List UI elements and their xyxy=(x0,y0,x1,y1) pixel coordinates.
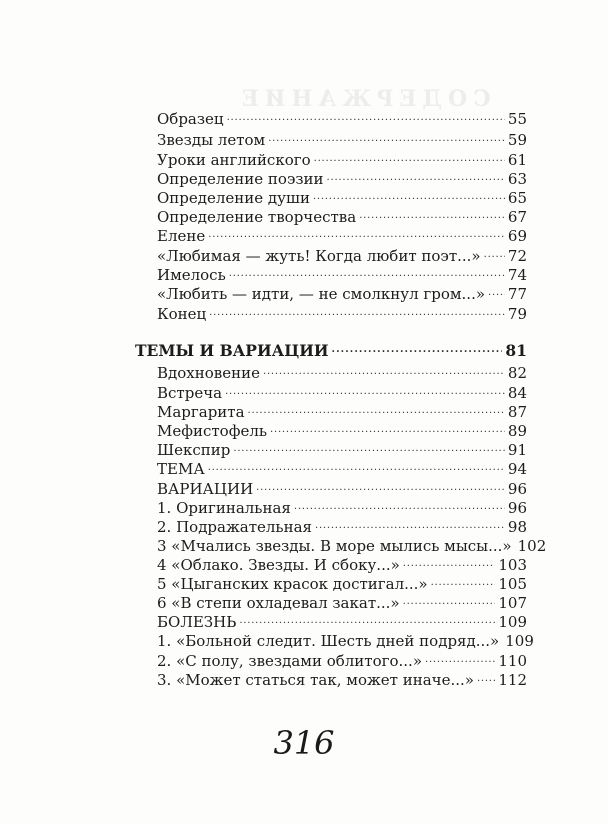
toc-entry xyxy=(157,441,527,459)
toc-entry-page: 109 xyxy=(505,632,534,650)
toc-entry-title: ВАРИАЦИИ xyxy=(157,480,254,498)
toc-entry-page: 94 xyxy=(507,460,527,478)
dot-leader xyxy=(248,405,505,417)
toc-entry-page: 96 xyxy=(507,499,527,517)
toc-entry xyxy=(157,131,527,149)
toc-entry xyxy=(157,403,527,421)
toc-entry-page: 84 xyxy=(507,384,527,402)
toc-entry-title: 6 «В степи охладевал закат...» xyxy=(157,594,400,612)
toc-entry-title: Определение души xyxy=(157,189,310,207)
toc-entry xyxy=(157,384,527,402)
toc-entry xyxy=(157,208,527,226)
toc-entry xyxy=(157,170,527,188)
toc-entry-page: 82 xyxy=(507,364,527,382)
toc-entry-title: Звезды летом xyxy=(157,131,266,149)
toc-entry-title: 2. Подражательная xyxy=(157,518,312,536)
dot-leader xyxy=(313,191,505,203)
toc-entry xyxy=(157,247,527,265)
dot-leader xyxy=(233,443,505,455)
toc-entry xyxy=(157,266,527,284)
dot-leader xyxy=(229,268,505,280)
toc-entry-title: БОЛЕЗНЬ xyxy=(157,613,237,631)
dot-leader xyxy=(209,307,505,319)
toc-entry-title: 2. «С полу, звездами облитого...» xyxy=(157,652,423,670)
toc-entry-title: 3. «Может статься так, может иначе...» xyxy=(157,671,474,689)
toc-entry-page: 107 xyxy=(498,594,527,612)
toc-entry-page: 55 xyxy=(507,110,527,128)
toc-entry-page: 63 xyxy=(507,170,527,188)
toc-entry-title: Мефистофель xyxy=(157,422,268,440)
toc-entry xyxy=(157,537,547,555)
toc-entry xyxy=(157,613,527,631)
dot-leader xyxy=(239,615,495,627)
toc-entry-page: 59 xyxy=(507,131,527,149)
dot-leader xyxy=(256,482,505,494)
toc-entry xyxy=(157,189,527,207)
toc-entry-page: 87 xyxy=(507,403,527,421)
toc-entry xyxy=(157,671,527,689)
toc-entry xyxy=(157,632,534,650)
toc-entry-page: 77 xyxy=(507,285,527,303)
toc-entry xyxy=(157,480,527,498)
toc-entry xyxy=(157,422,527,440)
toc-entry-title: Определение поэзии xyxy=(157,170,324,188)
toc-entry-page: 81 xyxy=(505,341,527,360)
toc-entry-title: Встреча xyxy=(157,384,223,402)
toc-entry xyxy=(157,652,527,670)
dot-leader xyxy=(403,596,496,608)
toc-entry-page: 72 xyxy=(507,247,527,265)
toc-entry-page: 67 xyxy=(507,208,527,226)
toc-entry-title: ТЕМЫ И ВАРИАЦИИ xyxy=(135,341,329,360)
toc-entry-title: Определение творчества xyxy=(157,208,357,226)
toc-entry-page: 69 xyxy=(507,227,527,245)
toc-entry-title: 3 «Мчались звезды. В море мылись мысы...» xyxy=(157,537,512,555)
toc-entry-title: 1. Оригинальная xyxy=(157,499,291,517)
dot-leader xyxy=(359,210,505,222)
dot-leader xyxy=(294,501,505,513)
toc-entry-title: Образец xyxy=(157,110,224,128)
toc-entry-page: 110 xyxy=(498,652,527,670)
dot-leader xyxy=(208,229,505,241)
toc-entry-page: 61 xyxy=(507,151,527,169)
toc-entry xyxy=(157,305,527,323)
dot-leader xyxy=(227,112,505,124)
toc-entry-title: 1. «Больной следит. Шесть дней подряд...» xyxy=(157,632,500,650)
toc-entry-title: Конец xyxy=(157,305,207,323)
toc-entry-title: «Любить — идти, — не смолкнул гром...» xyxy=(157,285,486,303)
toc-entry-page: 109 xyxy=(498,613,527,631)
dot-leader xyxy=(488,287,505,299)
toc-entry xyxy=(157,556,527,574)
toc-entry-page: 96 xyxy=(507,480,527,498)
dot-leader xyxy=(403,558,496,570)
toc-entry-title: 5 «Цыганских красок достигал...» xyxy=(157,575,428,593)
dot-leader xyxy=(315,520,505,532)
dot-leader xyxy=(263,366,505,378)
toc-entry-title: Уроки английского xyxy=(157,151,311,169)
dot-leader xyxy=(268,133,505,145)
toc-entry-title: «Любимая — жуть! Когда любит поэт...» xyxy=(157,247,481,265)
dot-leader xyxy=(327,172,505,184)
bleed-through-heading: СОДЕРЖАНИЕ xyxy=(236,86,491,112)
toc-entry xyxy=(157,460,527,478)
dot-leader xyxy=(208,462,505,474)
toc-entry-page: 91 xyxy=(507,441,527,459)
toc-entry xyxy=(157,364,527,382)
toc-entry-title: 4 «Облако. Звезды. И сбоку...» xyxy=(157,556,400,574)
dot-leader xyxy=(431,577,496,589)
toc-entry xyxy=(157,151,527,169)
toc-entry-page: 98 xyxy=(507,518,527,536)
toc-entry xyxy=(157,594,527,612)
toc-entry-title: Маргарита xyxy=(157,403,245,421)
toc-entry-page: 89 xyxy=(507,422,527,440)
toc-entry xyxy=(157,285,527,303)
toc-entry xyxy=(157,518,527,536)
toc-entry xyxy=(157,575,527,593)
dot-leader xyxy=(225,386,505,398)
toc-entry-page: 65 xyxy=(507,189,527,207)
toc-entry-title: ТЕМА xyxy=(157,460,205,478)
dot-leader xyxy=(270,424,505,436)
toc-entry-page: 105 xyxy=(498,575,527,593)
toc-entry-page: 103 xyxy=(498,556,527,574)
toc-entry-title: Шекспир xyxy=(157,441,231,459)
toc-entry-title: Имелось xyxy=(157,266,226,284)
toc-entry xyxy=(157,110,527,128)
page-number: 316 xyxy=(273,724,335,762)
toc-entry-page: 79 xyxy=(507,305,527,323)
dot-leader xyxy=(332,344,503,356)
dot-leader xyxy=(314,153,505,165)
toc-entry-page: 74 xyxy=(507,266,527,284)
toc-entry-title: Елене xyxy=(157,227,206,245)
toc-entry xyxy=(157,227,527,245)
dot-leader xyxy=(484,249,505,261)
toc-section-entry xyxy=(135,342,527,360)
toc-entry-page: 102 xyxy=(517,537,547,555)
toc-entry xyxy=(157,499,527,517)
toc-entry-title: Вдохновение xyxy=(157,364,260,382)
toc-entry-page: 112 xyxy=(498,671,527,689)
dot-leader xyxy=(477,673,495,685)
dot-leader xyxy=(425,654,495,666)
